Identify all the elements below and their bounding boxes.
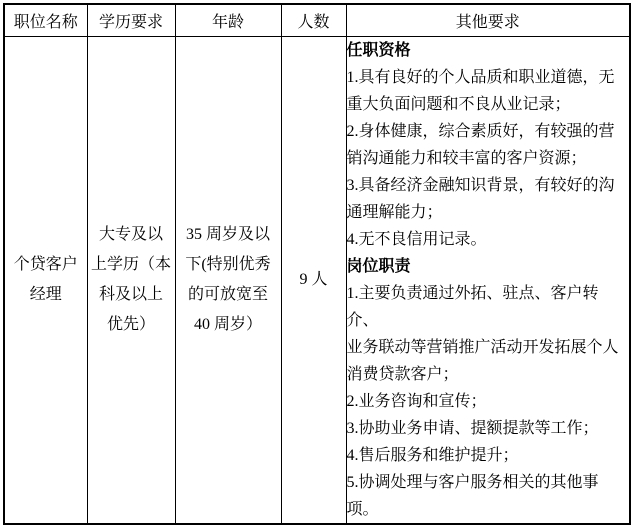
text-line: 4.售后服务和维护提升；	[346, 447, 519, 464]
text-line: 重大负面问题和不良从业记录；	[346, 96, 571, 113]
text-line: 个贷客户	[13, 256, 78, 273]
table-row	[4, 37, 630, 525]
position-cell	[4, 37, 87, 525]
headcount-text: 9 人	[299, 271, 328, 288]
duties-title: 岗位职责	[346, 258, 411, 275]
text-line: 经理	[29, 286, 62, 303]
qualifications-lines	[347, 64, 630, 253]
job-table-container	[3, 3, 631, 525]
text-line: 2.身体健康，综合素质好，有较强的营	[346, 123, 615, 140]
text-line: 下(特别优秀	[185, 256, 271, 273]
header-row	[4, 4, 630, 37]
text-line: 科及以上	[98, 286, 163, 303]
text-line: 项。	[346, 501, 379, 518]
duties-lines	[347, 280, 630, 523]
age-cell	[175, 37, 281, 525]
other-requirements-cell	[346, 37, 630, 525]
header-other-requirements: 其他要求	[346, 4, 630, 37]
text-line: 消费贷款客户；	[346, 366, 459, 383]
qualifications-section	[347, 37, 630, 253]
text-line: 1.具有良好的个人品质和职业道德，无	[346, 69, 615, 86]
text-line: 优先）	[106, 316, 155, 333]
position-text	[5, 250, 87, 310]
qualifications-title: 任职资格	[346, 42, 411, 59]
header-headcount: 人数	[281, 4, 346, 37]
header-position: 职位名称	[4, 4, 87, 37]
text-line: 2.业务咨询和宣传；	[346, 393, 487, 410]
age-text	[176, 220, 281, 340]
headcount-cell	[281, 37, 346, 525]
text-line: 业务联动等营销推广活动开发拓展个人	[346, 339, 619, 356]
text-line: 4.无不良信用记录。	[346, 231, 487, 248]
text-line: 3.具备经济金融知识背景，有较好的沟	[346, 177, 615, 194]
text-line: 5.协调处理与客户服务相关的其他事	[346, 474, 599, 491]
text-line: 上学历（本	[90, 256, 171, 273]
header-education: 学历要求	[87, 4, 175, 37]
text-line: 通理解能力；	[346, 204, 443, 221]
text-line: 1.主要负责通过外拓、驻点、客户转介、	[346, 285, 599, 329]
text-line: 大专及以	[98, 226, 163, 243]
header-age: 年龄	[175, 4, 281, 37]
education-cell	[87, 37, 175, 525]
text-line: 的可放宽至	[187, 286, 268, 303]
education-text	[88, 220, 175, 340]
text-line: 35 周岁及以	[185, 226, 270, 243]
job-requirements-table	[3, 3, 631, 525]
duties-section	[347, 253, 630, 523]
text-line: 3.协助业务申请、提额提款等工作；	[346, 420, 599, 437]
text-line: 40 周岁）	[193, 316, 262, 333]
text-line: 销沟通能力和较丰富的客户资源；	[346, 150, 587, 167]
